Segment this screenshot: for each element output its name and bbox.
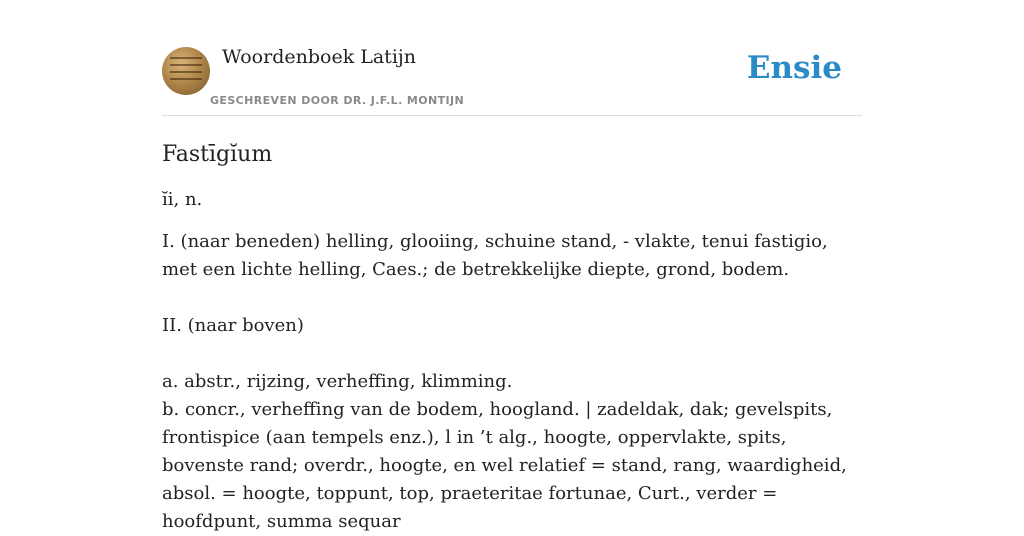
sense-1: I. (naar beneden) helling, glooiing, schuine stand, - vlakte, tenui fastigio, met een lichte helling, Caes.; de betrekkelijke diepte, grond, bodem.: [162, 231, 828, 280]
latin-inscription-coin-icon[interactable]: [162, 47, 210, 95]
book-title[interactable]: Woordenboek Latijn: [222, 46, 417, 68]
entry-grammar: ĭi, n.: [162, 189, 203, 210]
ensie-logo[interactable]: Ensie: [746, 50, 842, 86]
sense-2: II. (naar boven): [162, 315, 304, 336]
author-byline: GESCHREVEN DOOR DR. J.F.L. MONTIJN: [210, 94, 465, 107]
header: [162, 0, 862, 116]
page: [162, 0, 862, 536]
sense-2a: a. abstr., rijzing, verheffing, klimming.: [162, 371, 513, 392]
sense-2b: b. concr., verheffing van de bodem, hoogland. | zadeldak, dak; gevelspits, frontispice (aan tempels enz.), l in ’t alg., hoogte, oppervlakte, spits, bovenste rand; overdr., hoogte, en wel relatief = stand, rang, waardigheid, absol. = hoogte, toppunt, top, praeteritae fortunae, Curt., verder = hoofdpunt, summa sequar: [162, 399, 847, 532]
entry-body: [162, 228, 862, 536]
entry-headword: Fastīgĭum: [162, 142, 273, 167]
